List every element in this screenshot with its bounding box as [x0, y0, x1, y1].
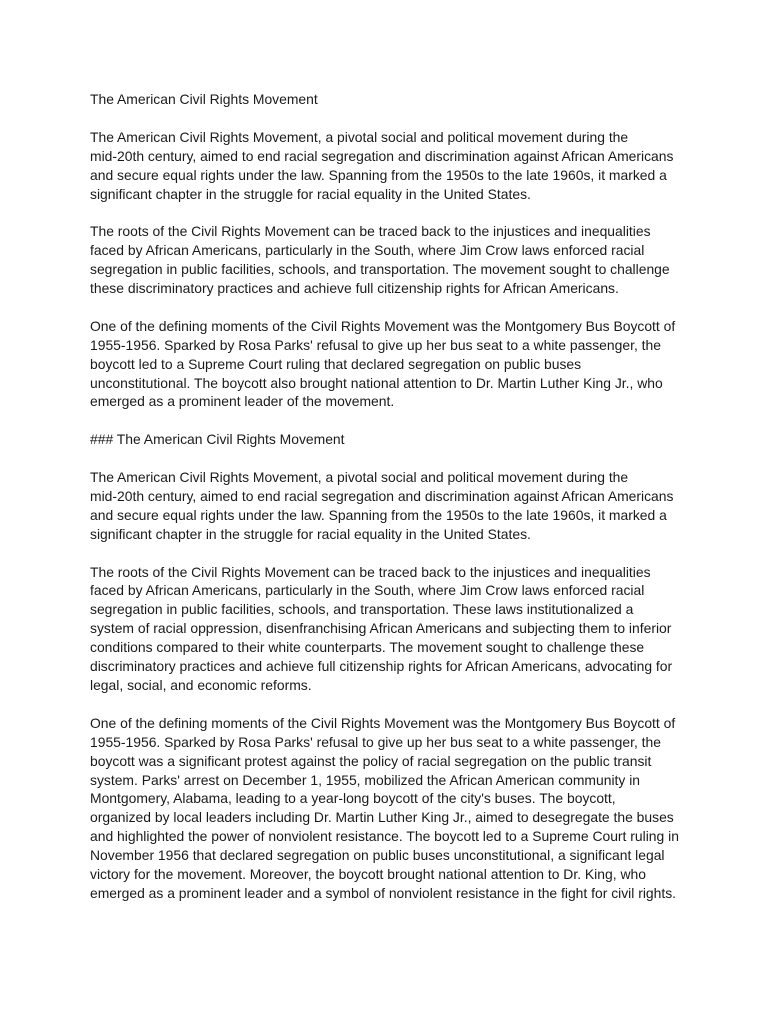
- text-line: organized by local leaders including Dr. Martin Luther King Jr., aimed to desegregate the buses: [90, 809, 674, 826]
- paragraph: [90, 714, 690, 903]
- text-line: discriminatory practices and achieve full citizenship rights for African Americans, advocating for: [90, 658, 673, 675]
- paragraph: [90, 563, 690, 695]
- document-title: The American Civil Rights Movement: [90, 91, 318, 107]
- text-line: and highlighted the power of nonviolent resistance. The boycott led to a Supreme Court ruling in: [90, 828, 679, 845]
- text-line: boycott was a significant protest against the policy of racial segregation on the public transit: [90, 752, 652, 769]
- document-page: [90, 90, 690, 922]
- text-line: November 1956 that declared segregation on public buses unconstitutional, a significant legal: [90, 847, 665, 864]
- text-line: Montgomery, Alabama, leading to a year-long boycott of the city's buses. The boycott,: [90, 790, 616, 807]
- text-line: emerged as a prominent leader of the movement.: [90, 393, 395, 410]
- text-line: mid-20th century, aimed to end racial segregation and discrimination against African Americans: [90, 487, 674, 504]
- text-line: emerged as a prominent leader and a symbol of nonviolent resistance in the fight for civil rights.: [90, 884, 677, 901]
- text-line: significant chapter in the struggle for racial equality in the United States.: [90, 525, 531, 542]
- text-line: unconstitutional. The boycott also brought national attention to Dr. Martin Luther King Jr., who: [90, 374, 663, 391]
- paragraph: [90, 468, 690, 544]
- text-line: conditions compared to their white counterparts. The movement sought to challenge these: [90, 639, 645, 656]
- text-line: One of the defining moments of the Civil Rights Movement was the Montgomery Bus Boycott of: [90, 714, 676, 731]
- paragraph: [90, 430, 690, 449]
- text-line: system of racial oppression, disenfranchising African Americans and subjecting them to inferior: [90, 620, 672, 637]
- text-line: 1955-1956. Sparked by Rosa Parks' refusal to give up her bus seat to a white passenger, the: [90, 733, 661, 750]
- document-body: [90, 128, 690, 903]
- paragraph: [90, 222, 690, 298]
- text-line: victory for the movement. Moreover, the boycott brought national attention to Dr. King, who: [90, 866, 646, 883]
- text-line: The roots of the Civil Rights Movement can be traced back to the injustices and inequalities: [90, 223, 651, 240]
- text-line: The roots of the Civil Rights Movement can be traced back to the injustices and inequalities: [90, 563, 651, 580]
- text-line: faced by African Americans, particularly in the South, where Jim Crow laws enforced racial: [90, 242, 645, 259]
- text-line: these discriminatory practices and achieve full citizenship rights for African Americans.: [90, 280, 619, 297]
- paragraph: [90, 128, 690, 204]
- text-line: segregation in public facilities, schools, and transportation. The movement sought to challenge: [90, 261, 670, 278]
- text-line: and secure equal rights under the law. Spanning from the 1950s to the late 1960s, it marked a: [90, 506, 667, 523]
- text-line: 1955-1956. Sparked by Rosa Parks' refusal to give up her bus seat to a white passenger, the: [90, 336, 661, 353]
- text-line: The American Civil Rights Movement, a pivotal social and political movement during the: [90, 128, 629, 145]
- paragraph: [90, 317, 690, 412]
- text-line: The American Civil Rights Movement, a pivotal social and political movement during the: [90, 469, 629, 486]
- text-line: ### The American Civil Rights Movement: [90, 431, 345, 448]
- text-line: significant chapter in the struggle for racial equality in the United States.: [90, 185, 531, 202]
- text-line: faced by African Americans, particularly in the South, where Jim Crow laws enforced racial: [90, 582, 645, 599]
- text-line: boycott led to a Supreme Court ruling that declared segregation on public buses: [90, 355, 582, 372]
- text-line: system. Parks' arrest on December 1, 1955, mobilized the African American community in: [90, 771, 641, 788]
- text-line: One of the defining moments of the Civil Rights Movement was the Montgomery Bus Boycott of: [90, 317, 676, 334]
- text-line: segregation in public facilities, schools, and transportation. These laws institutionalized a: [90, 601, 634, 618]
- text-line: and secure equal rights under the law. Spanning from the 1950s to the late 1960s, it marked a: [90, 166, 667, 183]
- text-line: mid-20th century, aimed to end racial segregation and discrimination against African Americans: [90, 147, 674, 164]
- text-line: legal, social, and economic reforms.: [90, 677, 312, 693]
